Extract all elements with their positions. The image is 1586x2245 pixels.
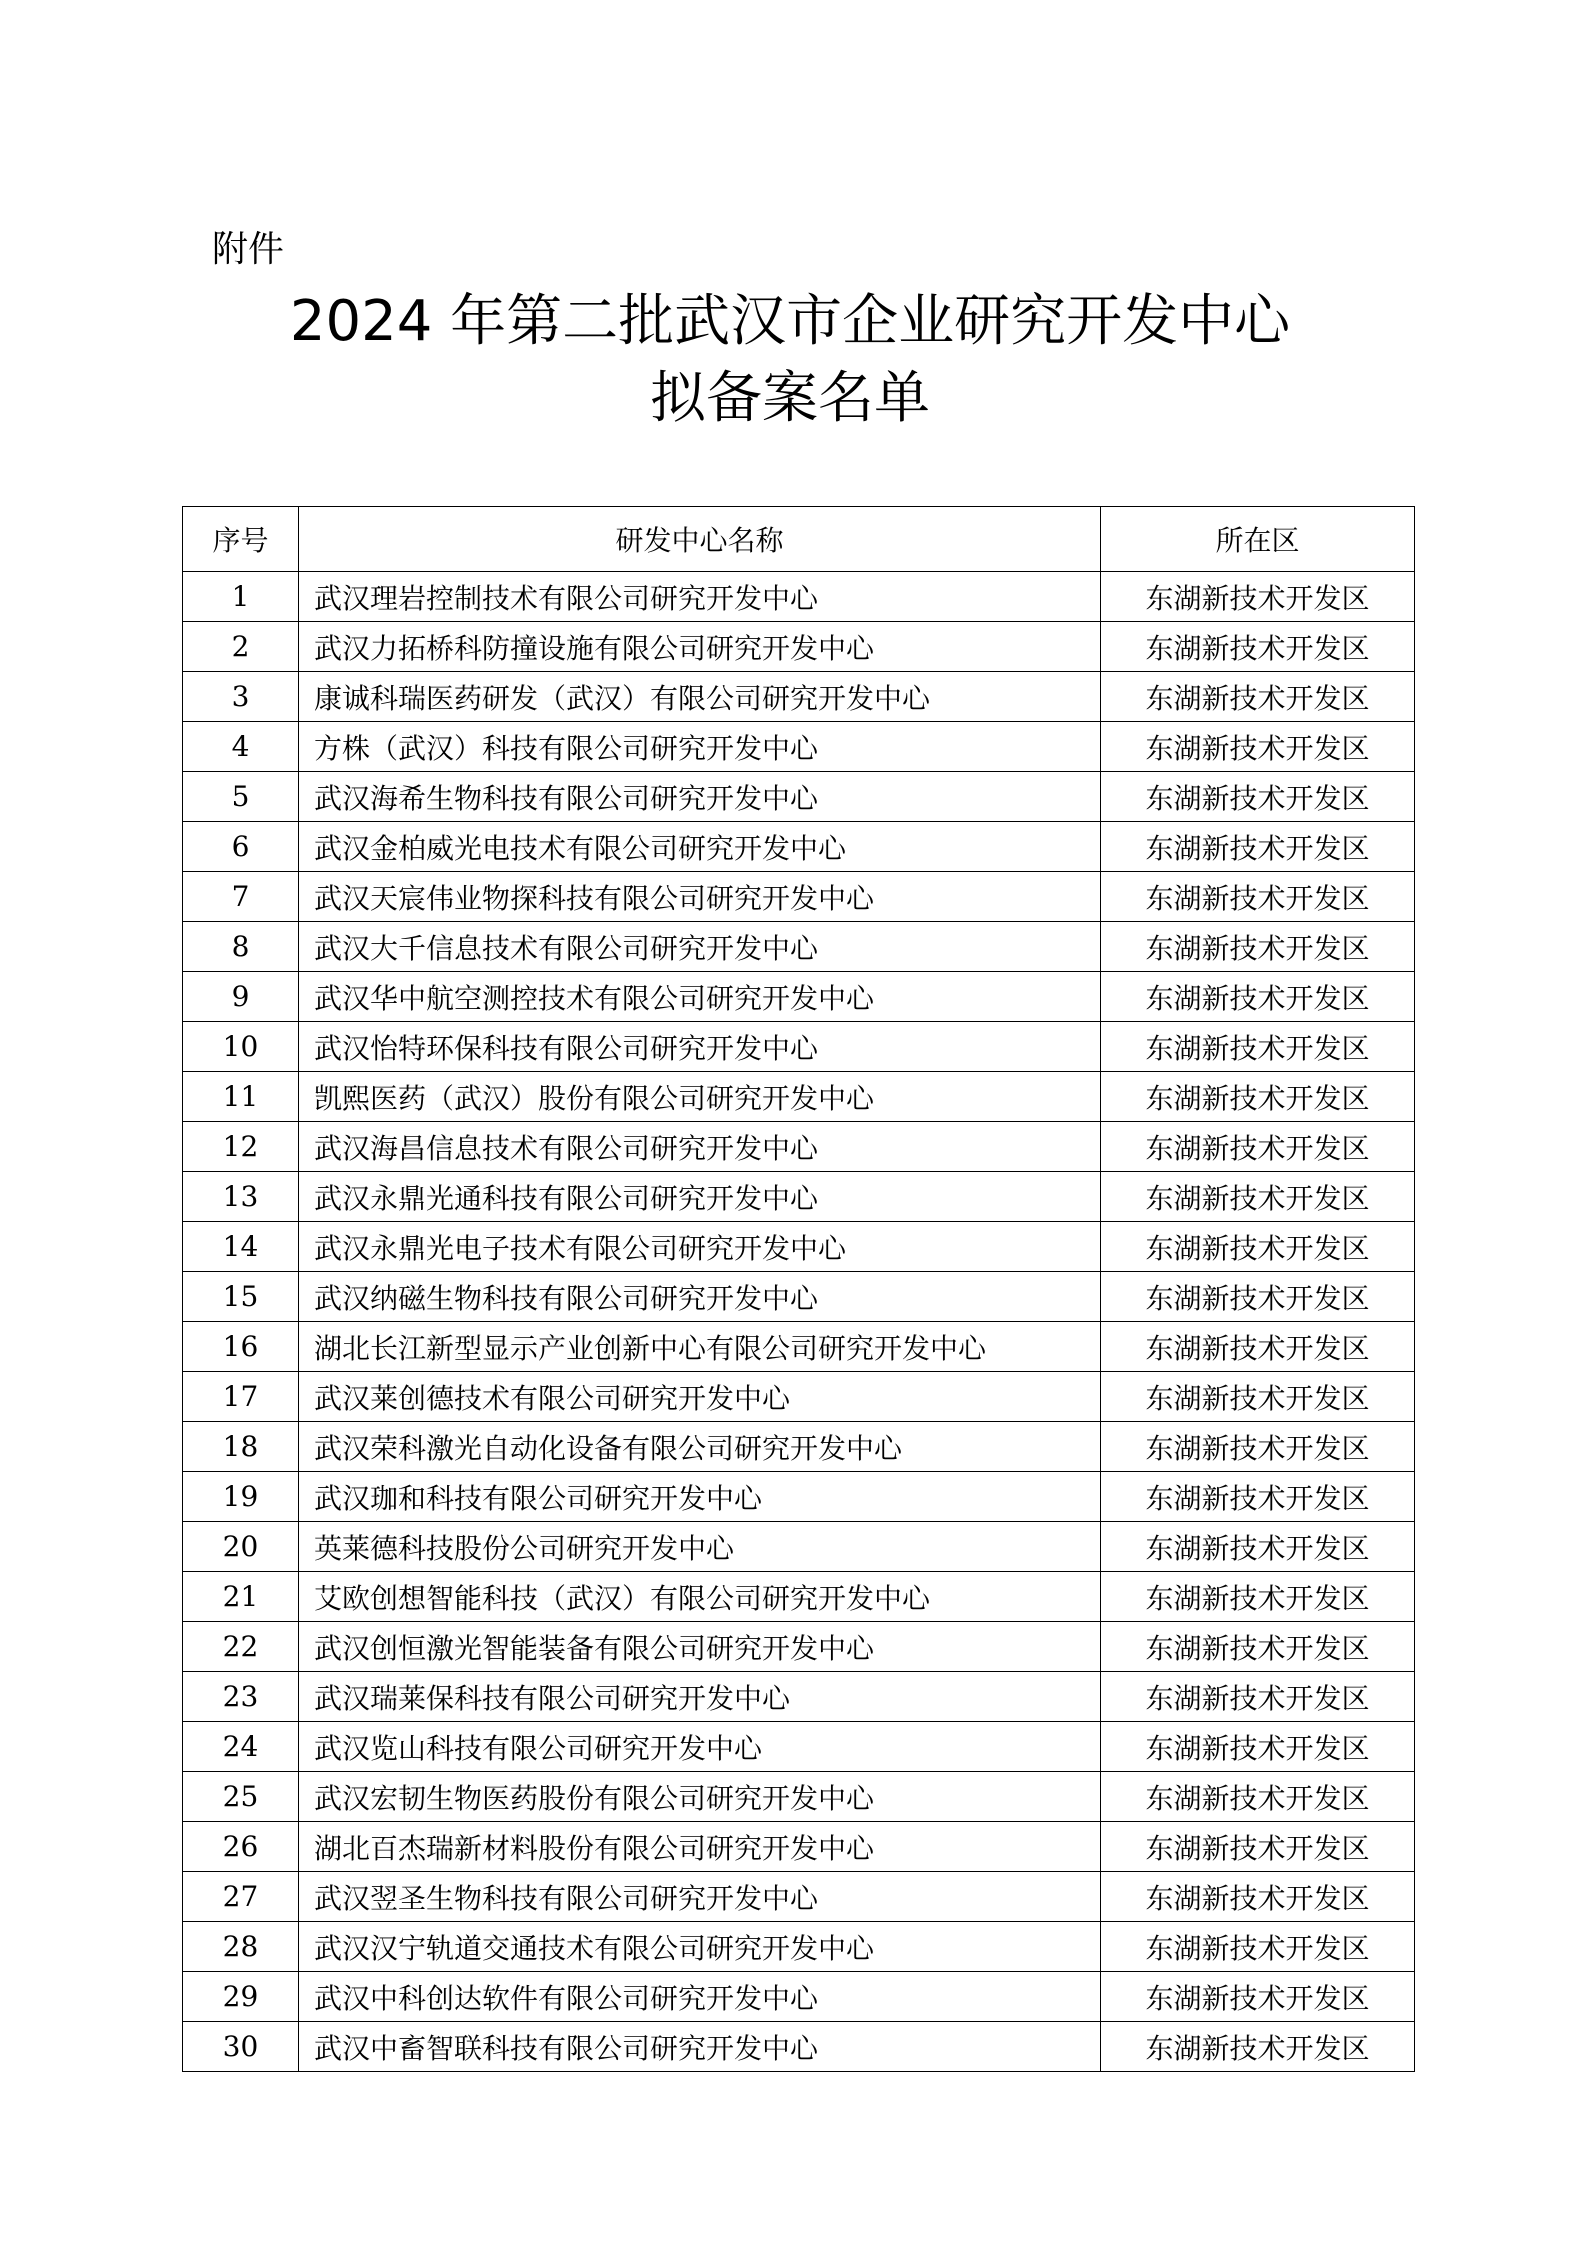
district: 东湖新技术开发区 xyxy=(1101,1822,1415,1872)
center-name: 武汉力拓桥科防撞设施有限公司研究开发中心 xyxy=(299,622,1101,672)
table-row xyxy=(183,722,1415,772)
district: 东湖新技术开发区 xyxy=(1101,1672,1415,1722)
table-row xyxy=(183,672,1415,722)
table-row xyxy=(183,872,1415,922)
table-row xyxy=(183,922,1415,972)
row-number: 4 xyxy=(183,722,299,772)
center-name: 康诚科瑞医药研发（武汉）有限公司研究开发中心 xyxy=(299,672,1101,722)
table-row xyxy=(183,1572,1415,1622)
center-name: 武汉莱创德技术有限公司研究开发中心 xyxy=(299,1372,1101,1422)
center-name: 武汉瑞莱保科技有限公司研究开发中心 xyxy=(299,1672,1101,1722)
row-number: 19 xyxy=(183,1472,299,1522)
table-row xyxy=(183,2022,1415,2072)
table-row xyxy=(183,1322,1415,1372)
district: 东湖新技术开发区 xyxy=(1101,1272,1415,1322)
center-name: 艾欧创想智能科技（武汉）有限公司研究开发中心 xyxy=(299,1572,1101,1622)
district: 东湖新技术开发区 xyxy=(1101,622,1415,672)
table-row xyxy=(183,1172,1415,1222)
district: 东湖新技术开发区 xyxy=(1101,1172,1415,1222)
table-row xyxy=(183,1372,1415,1422)
center-name: 武汉永鼎光通科技有限公司研究开发中心 xyxy=(299,1172,1101,1222)
district: 东湖新技术开发区 xyxy=(1101,822,1415,872)
table-row xyxy=(183,972,1415,1022)
district: 东湖新技术开发区 xyxy=(1101,772,1415,822)
district: 东湖新技术开发区 xyxy=(1101,1022,1415,1072)
table-row xyxy=(183,1722,1415,1772)
district: 东湖新技术开发区 xyxy=(1101,1072,1415,1122)
center-name: 武汉怡特环保科技有限公司研究开发中心 xyxy=(299,1022,1101,1072)
center-name: 武汉海昌信息技术有限公司研究开发中心 xyxy=(299,1122,1101,1172)
district: 东湖新技术开发区 xyxy=(1101,2022,1415,2072)
row-number: 1 xyxy=(183,572,299,622)
center-name: 湖北百杰瑞新材料股份有限公司研究开发中心 xyxy=(299,1822,1101,1872)
table-row xyxy=(183,1122,1415,1172)
row-number: 13 xyxy=(183,1172,299,1222)
district: 东湖新技术开发区 xyxy=(1101,572,1415,622)
center-name: 武汉翌圣生物科技有限公司研究开发中心 xyxy=(299,1872,1101,1922)
table-row xyxy=(183,1472,1415,1522)
district: 东湖新技术开发区 xyxy=(1101,1622,1415,1672)
attachment-label: 附件 xyxy=(212,229,285,270)
district: 东湖新技术开发区 xyxy=(1101,1872,1415,1922)
center-name: 武汉金柏威光电技术有限公司研究开发中心 xyxy=(299,822,1101,872)
document-subtitle: 拟备案名单 xyxy=(650,366,930,431)
district: 东湖新技术开发区 xyxy=(1101,1322,1415,1372)
table-row xyxy=(183,572,1415,622)
district: 东湖新技术开发区 xyxy=(1101,972,1415,1022)
table-row xyxy=(183,1672,1415,1722)
table-row xyxy=(183,822,1415,872)
district: 东湖新技术开发区 xyxy=(1101,1922,1415,1972)
row-number: 12 xyxy=(183,1122,299,1172)
row-number: 17 xyxy=(183,1372,299,1422)
center-name: 武汉华中航空测控技术有限公司研究开发中心 xyxy=(299,972,1101,1022)
center-name: 武汉宏韧生物医药股份有限公司研究开发中心 xyxy=(299,1772,1101,1822)
row-number: 27 xyxy=(183,1872,299,1922)
district: 东湖新技术开发区 xyxy=(1101,722,1415,772)
row-number: 28 xyxy=(183,1922,299,1972)
table-row xyxy=(183,622,1415,672)
row-number: 29 xyxy=(183,1972,299,2022)
district: 东湖新技术开发区 xyxy=(1101,1522,1415,1572)
district: 东湖新技术开发区 xyxy=(1101,1122,1415,1172)
center-name: 武汉理岩控制技术有限公司研究开发中心 xyxy=(299,572,1101,622)
district: 东湖新技术开发区 xyxy=(1101,1422,1415,1472)
column-header-district: 所在区 xyxy=(1101,507,1415,572)
row-number: 10 xyxy=(183,1022,299,1072)
center-name: 武汉纳磁生物科技有限公司研究开发中心 xyxy=(299,1272,1101,1322)
table-row xyxy=(183,772,1415,822)
center-name: 武汉汉宁轨道交通技术有限公司研究开发中心 xyxy=(299,1922,1101,1972)
center-name: 凯熙医药（武汉）股份有限公司研究开发中心 xyxy=(299,1072,1101,1122)
row-number: 25 xyxy=(183,1772,299,1822)
center-name: 武汉大千信息技术有限公司研究开发中心 xyxy=(299,922,1101,972)
center-name: 武汉永鼎光电子技术有限公司研究开发中心 xyxy=(299,1222,1101,1272)
row-number: 7 xyxy=(183,872,299,922)
center-name: 武汉珈和科技有限公司研究开发中心 xyxy=(299,1472,1101,1522)
row-number: 18 xyxy=(183,1422,299,1472)
center-name: 武汉海希生物科技有限公司研究开发中心 xyxy=(299,772,1101,822)
district: 东湖新技术开发区 xyxy=(1101,1472,1415,1522)
center-name: 英莱德科技股份公司研究开发中心 xyxy=(299,1522,1101,1572)
center-name: 武汉览山科技有限公司研究开发中心 xyxy=(299,1722,1101,1772)
center-name: 武汉荣科激光自动化设备有限公司研究开发中心 xyxy=(299,1422,1101,1472)
column-header-name: 研发中心名称 xyxy=(299,507,1101,572)
table-row xyxy=(183,1822,1415,1872)
document-title: 2024 年第二批武汉市企业研究开发中心 xyxy=(289,289,1291,354)
row-number: 23 xyxy=(183,1672,299,1722)
district: 东湖新技术开发区 xyxy=(1101,1572,1415,1622)
center-name: 方株（武汉）科技有限公司研究开发中心 xyxy=(299,722,1101,772)
district: 东湖新技术开发区 xyxy=(1101,1722,1415,1772)
table-row xyxy=(183,1022,1415,1072)
table-row xyxy=(183,1522,1415,1572)
table-row xyxy=(183,1422,1415,1472)
district: 东湖新技术开发区 xyxy=(1101,1772,1415,1822)
center-name: 武汉天宸伟业物探科技有限公司研究开发中心 xyxy=(299,872,1101,922)
district: 东湖新技术开发区 xyxy=(1101,872,1415,922)
column-header-number: 序号 xyxy=(183,507,299,572)
row-number: 6 xyxy=(183,822,299,872)
table-header-row xyxy=(183,507,1415,572)
table-row xyxy=(183,1222,1415,1272)
row-number: 15 xyxy=(183,1272,299,1322)
row-number: 14 xyxy=(183,1222,299,1272)
center-name: 武汉中畜智联科技有限公司研究开发中心 xyxy=(299,2022,1101,2072)
table-row xyxy=(183,1072,1415,1122)
district: 东湖新技术开发区 xyxy=(1101,1372,1415,1422)
district: 东湖新技术开发区 xyxy=(1101,672,1415,722)
center-name: 武汉创恒激光智能装备有限公司研究开发中心 xyxy=(299,1622,1101,1672)
row-number: 16 xyxy=(183,1322,299,1372)
row-number: 30 xyxy=(183,2022,299,2072)
row-number: 20 xyxy=(183,1522,299,1572)
row-number: 8 xyxy=(183,922,299,972)
center-name: 湖北长江新型显示产业创新中心有限公司研究开发中心 xyxy=(299,1322,1101,1372)
table-row xyxy=(183,1972,1415,2022)
table-row xyxy=(183,1622,1415,1672)
row-number: 3 xyxy=(183,672,299,722)
district: 东湖新技术开发区 xyxy=(1101,1222,1415,1272)
row-number: 24 xyxy=(183,1722,299,1772)
row-number: 21 xyxy=(183,1572,299,1622)
table-row xyxy=(183,1922,1415,1972)
table-row xyxy=(183,1272,1415,1322)
district: 东湖新技术开发区 xyxy=(1101,1972,1415,2022)
row-number: 2 xyxy=(183,622,299,672)
row-number: 22 xyxy=(183,1622,299,1672)
district: 东湖新技术开发区 xyxy=(1101,922,1415,972)
center-name: 武汉中科创达软件有限公司研究开发中心 xyxy=(299,1972,1101,2022)
table-row xyxy=(183,1772,1415,1822)
row-number: 11 xyxy=(183,1072,299,1122)
row-number: 5 xyxy=(183,772,299,822)
table-row xyxy=(183,1872,1415,1922)
row-number: 9 xyxy=(183,972,299,1022)
registry-table xyxy=(182,506,1415,2072)
row-number: 26 xyxy=(183,1822,299,1872)
